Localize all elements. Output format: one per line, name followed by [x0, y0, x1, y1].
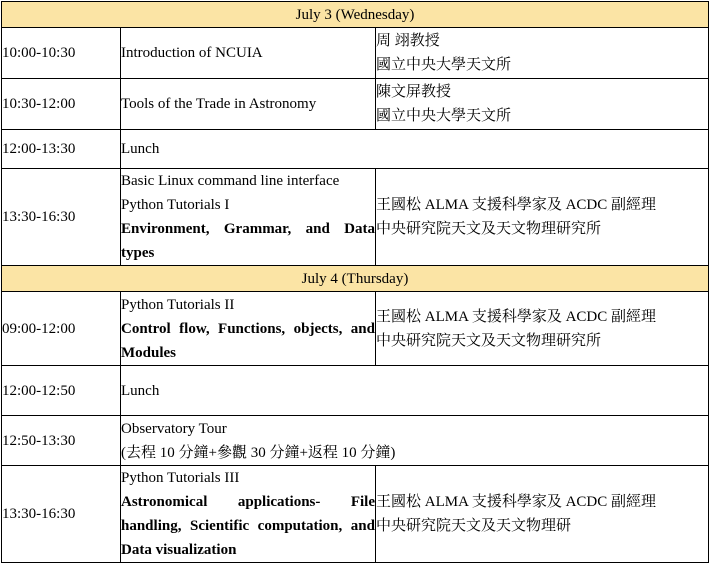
topic-line: Basic Linux command line interface [121, 173, 340, 189]
schedule-table [1, 1, 709, 563]
speaker-cell [376, 466, 709, 563]
topic-line: (去程 10 分鐘+參觀 30 分鐘+返程 10 分鐘) [121, 444, 396, 461]
speaker-name: 陳文屏教授 [376, 84, 452, 100]
time-slot: 10:30-12:00 [2, 79, 121, 130]
topic-detail: Astronomical applications- File handling, Scientific computation, and Data visualization [121, 494, 375, 558]
time-slot: 13:30-16:30 [2, 466, 121, 563]
speaker-name: 王國松 ALMA 支援科學家及 ACDC 副經理 [376, 308, 657, 325]
topic-detail: Environment, Grammar, and Data types [121, 221, 375, 261]
time-slot: 09:00-12:00 [2, 292, 121, 366]
topic-line: Introduction of NCUIA [121, 45, 263, 61]
speaker-affiliation [376, 514, 708, 538]
session-topic [121, 130, 709, 169]
speaker-name: 王國松 ALMA 支援科學家及 ACDC 副經理 [376, 197, 657, 213]
time-slot: 12:50-13:30 [2, 416, 121, 466]
day-header: July 3 (Wednesday) [2, 2, 709, 28]
speaker-cell [376, 28, 709, 79]
speaker-name: 王國松 ALMA 支援科學家及 ACDC 副經理 [376, 494, 657, 510]
time-slot: 12:00-13:30 [2, 130, 121, 169]
session-topic [121, 416, 709, 466]
topic-detail: Control flow, Functions, objects, and Modules [121, 320, 375, 361]
time-slot: 10:00-10:30 [2, 28, 121, 79]
speaker-affiliation: 中央研究院天文及天文物理研究所 [376, 332, 602, 349]
schedule-row [2, 79, 709, 130]
day-header-row [2, 2, 709, 28]
session-topic [121, 466, 376, 563]
session-topic [121, 366, 709, 416]
schedule-row [2, 292, 709, 366]
schedule-row [2, 28, 709, 79]
topic-line: Python Tutorials I [121, 197, 230, 213]
time-slot: 13:30-16:30 [2, 169, 121, 266]
topic-line: Python Tutorials III [121, 470, 240, 486]
day-header: July 4 (Thursday) [2, 266, 709, 292]
speaker-affiliation-text: 中央研究院天文及天文物理研 [376, 518, 572, 534]
speaker-cell [376, 169, 709, 266]
speaker-affiliation: 中央研究院天文及天文物理研究所 [376, 221, 602, 237]
schedule-row [2, 416, 709, 466]
topic-line: Tools of the Trade in Astronomy [121, 96, 317, 112]
topic-line: Python Tutorials II [121, 296, 235, 313]
speaker-name: 周 翊教授 [376, 33, 440, 49]
schedule-row [2, 466, 709, 563]
day-header-row [2, 266, 709, 292]
speaker-cell [376, 292, 709, 366]
session-topic [121, 292, 376, 366]
time-slot: 12:00-12:50 [2, 366, 121, 416]
topic-line: Lunch [121, 382, 160, 399]
session-topic [121, 79, 376, 130]
schedule-row [2, 366, 709, 416]
schedule-row [2, 169, 709, 266]
session-topic [121, 28, 376, 79]
schedule-row [2, 130, 709, 169]
speaker-affiliation: 國立中央大學天文所 [376, 57, 512, 73]
speaker-affiliation: 國立中央大學天文所 [376, 108, 512, 124]
speaker-cell [376, 79, 709, 130]
topic-line: Lunch [121, 141, 160, 157]
topic-line: Observatory Tour [121, 420, 227, 437]
session-topic [121, 169, 376, 266]
